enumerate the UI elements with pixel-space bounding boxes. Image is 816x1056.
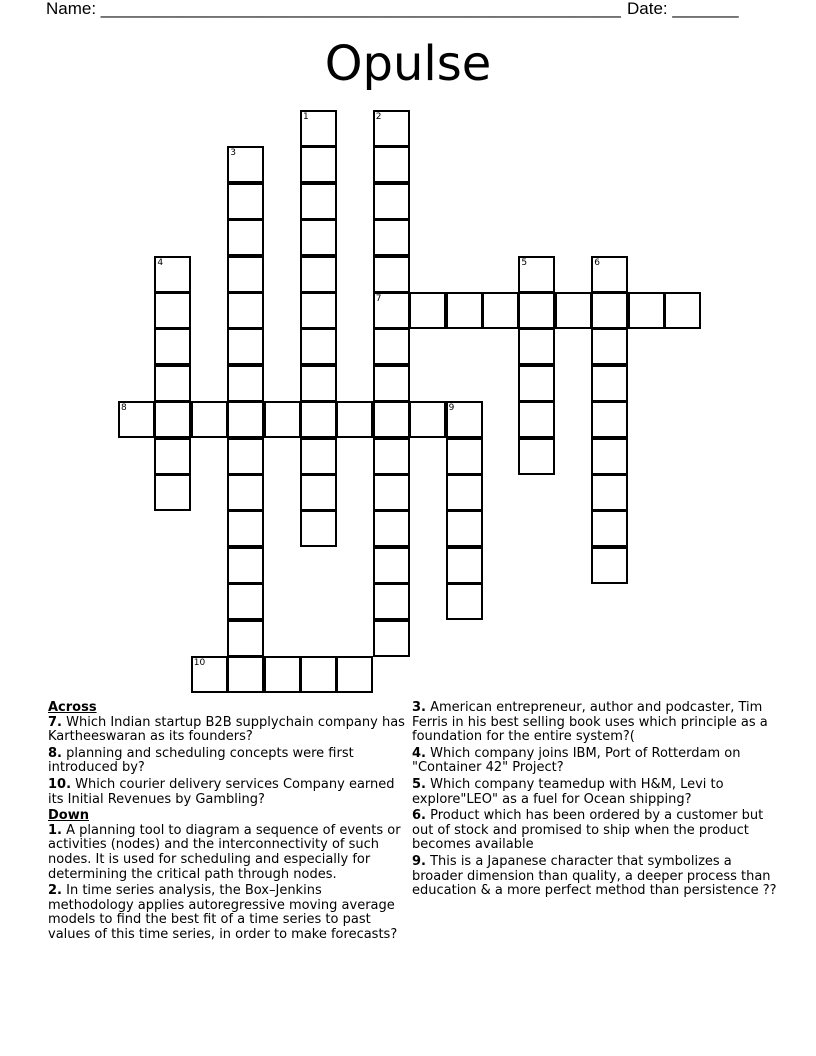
grid-cell[interactable] [373,620,410,657]
grid-cell[interactable] [154,474,191,511]
clue-number: 3 [230,148,236,159]
clue-number: 4 [157,257,164,268]
clue-item [412,701,782,745]
clue-item [412,855,782,899]
grid-cell[interactable] [300,292,337,329]
clue-text: This is a Japanese character that symbolizes a broader dimension than quality, a deeper process than education & a more perfect method than persistence ?? [412,853,777,899]
clue-text: American entrepreneur, author and podcaster, Tim Ferris in his best selling book uses which principle as a foundation for the entire system?( [412,700,768,745]
clue-number: 7. [48,714,62,730]
across-heading: Across [48,700,97,715]
grid-cell[interactable] [154,365,191,402]
grid-cell[interactable] [300,474,337,511]
grid-cell[interactable] [373,474,410,511]
grid-cell[interactable] [628,292,665,329]
grid-cell[interactable] [300,401,337,438]
grid-cell[interactable] [227,620,264,657]
clue-number: 10. [48,776,72,792]
clue-number: 6 [594,257,600,268]
grid-cell[interactable] [446,438,483,475]
clue-number: 4. [412,745,426,761]
grid-cell[interactable] [300,146,337,183]
grid-cell[interactable] [300,110,337,147]
clue-number: 1 [303,112,309,122]
grid-cell[interactable] [409,401,446,438]
grid-cell[interactable] [482,292,519,329]
grid-cell[interactable] [591,474,628,511]
grid-cell[interactable] [191,401,228,438]
clue-number: 8. [48,745,62,761]
grid-cell[interactable] [227,583,264,620]
grid-cell[interactable] [264,656,301,693]
grid-cell[interactable] [373,183,410,220]
grid-cell[interactable] [591,547,628,584]
clue-number: 2 [375,112,382,122]
clue-number: 10 [193,658,206,668]
grid-cell[interactable] [591,328,628,365]
grid-cell[interactable] [227,146,264,183]
grid-cell[interactable] [227,474,264,511]
grid-cell[interactable] [446,583,483,620]
grid-cell[interactable] [227,365,264,402]
grid-cell[interactable] [446,510,483,547]
grid-cell[interactable] [373,256,410,293]
clue-number: 6. [412,808,426,824]
clue-number: 2. [48,883,62,899]
down-heading: Down [48,808,89,824]
grid-cell[interactable] [154,438,191,475]
grid-cell[interactable] [591,365,628,402]
clues-left-column [48,701,408,945]
grid-cell[interactable] [373,438,410,475]
grid-cell[interactable] [227,328,264,365]
grid-cell[interactable] [227,656,264,693]
grid-cell[interactable] [154,328,191,365]
grid-cell[interactable] [373,328,410,365]
clue-text: In time series analysis, the Box–Jenkins methodology applies autoregressive moving average models to find the best fit of a time series to past values of this time series, in order to make forecasts? [48,883,398,942]
grid-cell[interactable] [154,256,191,293]
grid-cell[interactable] [373,146,410,183]
grid-cell[interactable] [409,292,446,329]
clue-text: Which company teamedup with H&M, Levi to explore"LEO" as a fuel for Ocean shipping? [412,776,724,807]
clue-number: 7 [375,294,382,304]
clue-number: 3. [412,700,426,715]
grid-cell[interactable] [154,401,191,438]
clue-number: 5. [412,776,426,792]
clue-text: Which company joins IBM, Port of Rotterdam on "Container 42" Project? [412,745,741,776]
grid-cell[interactable] [518,401,555,438]
grid-cell[interactable] [591,510,628,547]
grid-cell[interactable] [591,438,628,475]
clue-item [48,884,408,942]
clue-number: 9 [448,403,455,414]
clue-text: Which courier delivery services Company earned its Initial Revenues by Gambling? [48,776,395,807]
grid-cell[interactable] [300,510,337,547]
clue-text: Product which has been ordered by a customer but out of stock and promised to ship when the product becomes available [412,808,764,853]
grid-cell[interactable] [300,183,337,220]
clue-item [412,747,782,776]
clue-item [412,809,782,853]
grid-cell[interactable] [373,547,410,584]
grid-cell[interactable] [446,292,483,329]
puzzle-title: Opulse [324,36,492,92]
clue-item [48,824,408,882]
across-clue-list [48,716,408,808]
grid-cell[interactable] [118,401,155,438]
down-clue-list-continued [412,701,782,899]
grid-cell[interactable] [300,219,337,256]
clue-number: 9. [412,853,426,869]
grid-cell[interactable] [227,401,264,438]
grid-cell[interactable] [446,474,483,511]
grid-cell[interactable] [373,510,410,547]
grid-cell[interactable] [373,292,410,329]
grid-cell[interactable] [373,583,410,620]
grid-cell[interactable] [227,292,264,329]
grid-cell[interactable] [264,401,301,438]
grid-cell[interactable] [518,438,555,475]
grid-cell[interactable] [300,365,337,402]
grid-cell[interactable] [300,328,337,365]
grid-cell[interactable] [300,656,337,693]
name-line[interactable]: Name: _______________________________________________________ [46,0,621,18]
clue-number: 5 [521,257,528,268]
grid-cell[interactable] [227,510,264,547]
grid-cell[interactable] [336,401,373,438]
grid-cell[interactable] [300,438,337,475]
grid-cell[interactable] [227,438,264,475]
clue-text: A planning tool to diagram a sequence of events or activities (nodes) and the interconnectivity of such nodes. It is used for scheduling and especially for determining the critical path through nodes. [48,822,401,882]
grid-cell[interactable] [591,256,628,293]
grid-cell[interactable] [446,401,483,438]
clue-item [48,747,408,776]
clue-number: 8 [121,403,127,414]
grid-cell[interactable] [227,183,264,220]
clue-number: 1. [48,822,62,838]
grid-cell[interactable] [373,110,410,147]
grid-cell[interactable] [591,401,628,438]
grid-cell[interactable] [336,656,373,693]
grid-cell[interactable] [518,256,555,293]
down-clue-list [48,824,408,943]
grid-cell[interactable] [518,292,555,329]
grid-cell[interactable] [518,328,555,365]
grid-cell[interactable] [227,256,264,293]
grid-cell[interactable] [373,365,410,402]
grid-cell[interactable] [154,292,191,329]
grid-cell[interactable] [373,401,410,438]
grid-cell[interactable] [555,292,592,329]
clue-item [48,778,408,807]
grid-cell[interactable] [373,219,410,256]
clue-text: planning and scheduling concepts were first introduced by? [48,745,354,776]
grid-cell[interactable] [300,256,337,293]
grid-cell[interactable] [191,656,228,693]
grid-cell[interactable] [664,292,701,329]
grid-cell[interactable] [518,365,555,402]
clue-text: Which Indian startup B2B supplychain company has Kartheeswaran as its founders? [48,714,405,745]
date-line[interactable]: Date: _______ [627,0,739,18]
grid-cell[interactable] [591,292,628,329]
grid-cell[interactable] [227,219,264,256]
grid-cell[interactable] [227,547,264,584]
clue-item [412,778,782,807]
grid-cell[interactable] [446,547,483,584]
clue-item [48,716,408,745]
clues-right-column [412,701,782,901]
